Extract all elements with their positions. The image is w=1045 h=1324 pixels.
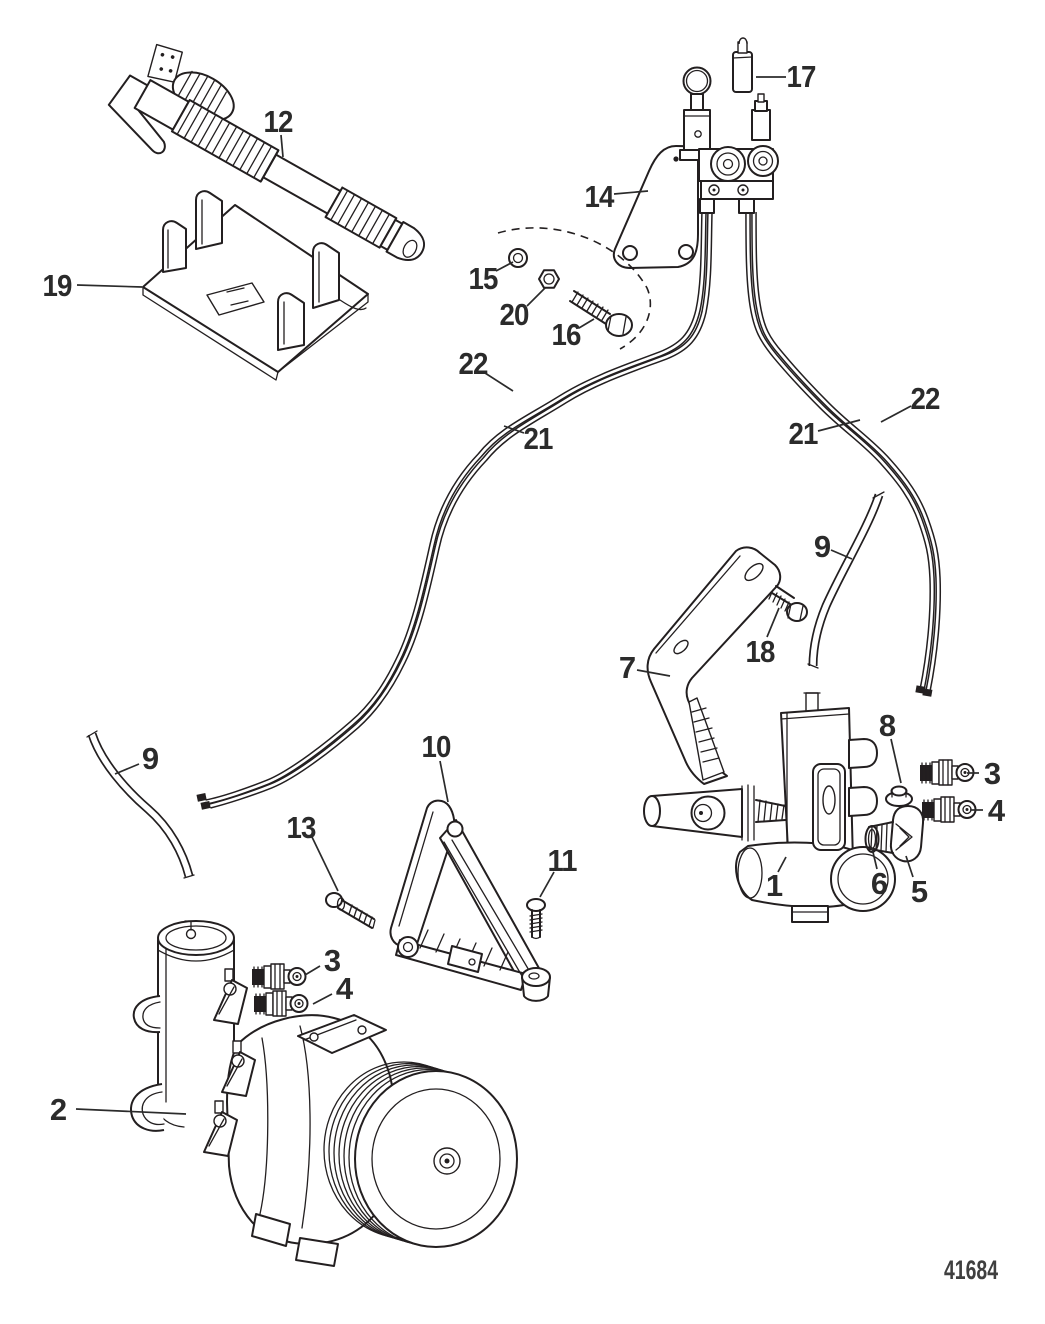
part-10-drawing bbox=[390, 801, 550, 1001]
part-9-hose-left bbox=[87, 731, 194, 878]
callout-22-label: 22 bbox=[458, 346, 488, 381]
part-8-nut bbox=[886, 787, 912, 807]
callout-21-label: 21 bbox=[523, 421, 554, 456]
callout-18-leader bbox=[767, 608, 779, 637]
callout-15-label: 15 bbox=[468, 261, 499, 296]
callout-17 bbox=[756, 59, 816, 94]
part-3-fitting-right bbox=[920, 760, 974, 785]
callout-18-label: 18 bbox=[745, 634, 776, 669]
part-7-drawing bbox=[644, 547, 806, 841]
callout-22-leader bbox=[881, 406, 911, 422]
callout-9 bbox=[115, 741, 159, 776]
part-18-bolt bbox=[769, 586, 807, 621]
callout-8 bbox=[879, 708, 901, 783]
callout-18 bbox=[746, 608, 780, 669]
callout-16-label: 16 bbox=[551, 317, 582, 352]
callout-20-leader bbox=[527, 288, 545, 306]
callout-1-label: 1 bbox=[765, 868, 783, 903]
callout-3 bbox=[967, 756, 1001, 791]
callout-15 bbox=[469, 261, 514, 296]
callout-22 bbox=[459, 346, 514, 391]
callout-17-label: 17 bbox=[786, 59, 816, 94]
callout-19-label: 19 bbox=[42, 268, 73, 303]
callout-19 bbox=[43, 268, 143, 303]
callout-21-label: 21 bbox=[788, 416, 819, 451]
callout-7-label: 7 bbox=[618, 650, 636, 685]
callout-3-label: 3 bbox=[983, 756, 1001, 791]
part-13-bolt bbox=[326, 893, 375, 928]
callout-13-label: 13 bbox=[286, 810, 317, 845]
callout-19-leader bbox=[77, 285, 142, 287]
callout-4-label: 4 bbox=[987, 793, 1005, 828]
callout-12-label: 12 bbox=[263, 104, 293, 139]
callout-22-leader bbox=[485, 373, 513, 391]
part-4-fitting-left bbox=[254, 991, 308, 1016]
callout-9-label: 9 bbox=[813, 529, 831, 564]
callout-15-leader bbox=[496, 262, 513, 271]
callout-13-leader bbox=[312, 837, 338, 891]
callout-8-label: 8 bbox=[878, 708, 896, 743]
callout-11 bbox=[540, 843, 577, 897]
callout-4-leader bbox=[313, 994, 332, 1004]
part-4-fitting-right bbox=[922, 797, 976, 822]
part-14-drawing bbox=[614, 146, 698, 268]
callout-9-leader bbox=[115, 764, 139, 774]
part-17-drawing bbox=[733, 38, 752, 92]
reservoir-clamp-upper bbox=[214, 969, 247, 1024]
callout-6-label: 6 bbox=[870, 866, 888, 901]
part-3-fitting-left bbox=[252, 964, 306, 989]
callout-20-label: 20 bbox=[499, 297, 529, 332]
callout-9-label: 9 bbox=[141, 741, 159, 776]
callout-10-label: 10 bbox=[421, 729, 451, 764]
callout-5-label: 5 bbox=[910, 874, 928, 909]
callout-3-label: 3 bbox=[323, 943, 341, 978]
callout-11-label: 11 bbox=[547, 843, 578, 878]
part-11-bolt bbox=[527, 899, 545, 939]
drawing-number: 41684 bbox=[944, 1255, 998, 1285]
callout-2-label: 2 bbox=[49, 1092, 67, 1127]
callout-16-leader bbox=[579, 319, 594, 328]
callout-4-label: 4 bbox=[335, 971, 353, 1006]
callout-14-label: 14 bbox=[584, 179, 616, 214]
callout-10-leader bbox=[440, 761, 448, 802]
callout-22-label: 22 bbox=[910, 381, 940, 416]
callout-10 bbox=[422, 729, 451, 802]
callout-8-leader bbox=[891, 739, 901, 783]
part-9-hose-right bbox=[808, 492, 884, 668]
part-15-washer bbox=[509, 249, 527, 267]
callout-3-leader bbox=[305, 966, 320, 975]
part-21-22-tubes-right bbox=[745, 212, 938, 697]
part-20-nut bbox=[539, 270, 559, 287]
callout-20 bbox=[500, 288, 546, 332]
callout-22 bbox=[881, 381, 940, 422]
callout-16 bbox=[552, 317, 595, 352]
callout-13 bbox=[287, 810, 339, 891]
callout-4 bbox=[970, 793, 1006, 828]
callout-5 bbox=[906, 856, 928, 909]
